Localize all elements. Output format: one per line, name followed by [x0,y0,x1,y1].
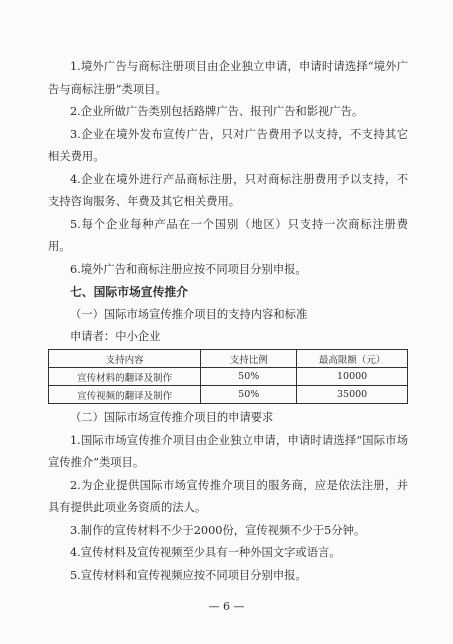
table-header-cell: 支持内容 [49,350,201,368]
subheading-requirements: （二）国际市场宣传推介项目的申请要求 [70,411,274,424]
paragraph: 5.每个企业每种产品在一个国别（地区）只支持一次商标注册费用。 [48,217,408,253]
table-header-row [49,350,408,368]
paragraph: 2.为企业提供国际市场宣传推介项目的服务商，应是依法注册，并具有提供此项业务资质的法人。 [48,478,408,514]
paragraph: 4.宣传材料及宣传视频至少具有一种外国文字或语言。 [70,546,341,559]
table-cell: 10000 [297,368,408,386]
support-table [48,349,408,404]
table-cell: 50% [201,368,297,386]
paragraph: 3.制作的宣传材料不少于2000份，宣传视频不少于5分钟。 [70,523,366,537]
paragraph: 3.企业在境外发布宣传广告，只对广告费用予以支持，不支持其它相关费用。 [48,127,408,163]
paragraph: 2.企业所做广告类别包括路牌广告、报刊广告和影视广告。 [70,105,364,118]
paragraph: 4.企业在境外进行产品商标注册，只对商标注册费用予以支持，不支持咨询服务、年费及其它相关费用。 [48,172,408,208]
table-cell: 35000 [297,386,408,404]
paragraph: 1.国际市场宣传推介项目由企业独立申请，申请时请选择“国际市场宣传推介”类项目。 [48,433,408,469]
paragraph: 6.境外广告和商标注册应按不同项目分别申报。 [70,262,307,276]
table-cell: 50% [201,386,297,404]
page-number: — 6 — [208,600,245,613]
subheading-support: （一）国际市场宣传推介项目的支持内容和标准 [70,307,308,321]
table-cell: 宣传材料的翻译及制作 [49,368,201,386]
table-header-cell: 支持比例 [201,350,297,368]
paragraph: 5.宣传材料和宣传视频应按不同项目分别申报。 [70,568,307,582]
table-header-cell: 最高限额（元） [297,350,408,368]
page-content [48,56,408,587]
applicant-line: 申请者：中小企业 [70,330,161,343]
section-heading: 七、国际市场宣传推介 [70,285,188,299]
table-cell: 宣传视频的翻译及制作 [49,386,201,404]
table-row [49,386,408,404]
table-row [49,368,408,386]
paragraph: 1.境外广告与商标注册项目由企业独立申请，申请时请选择“境外广告与商标注册”类项目。 [48,60,408,96]
